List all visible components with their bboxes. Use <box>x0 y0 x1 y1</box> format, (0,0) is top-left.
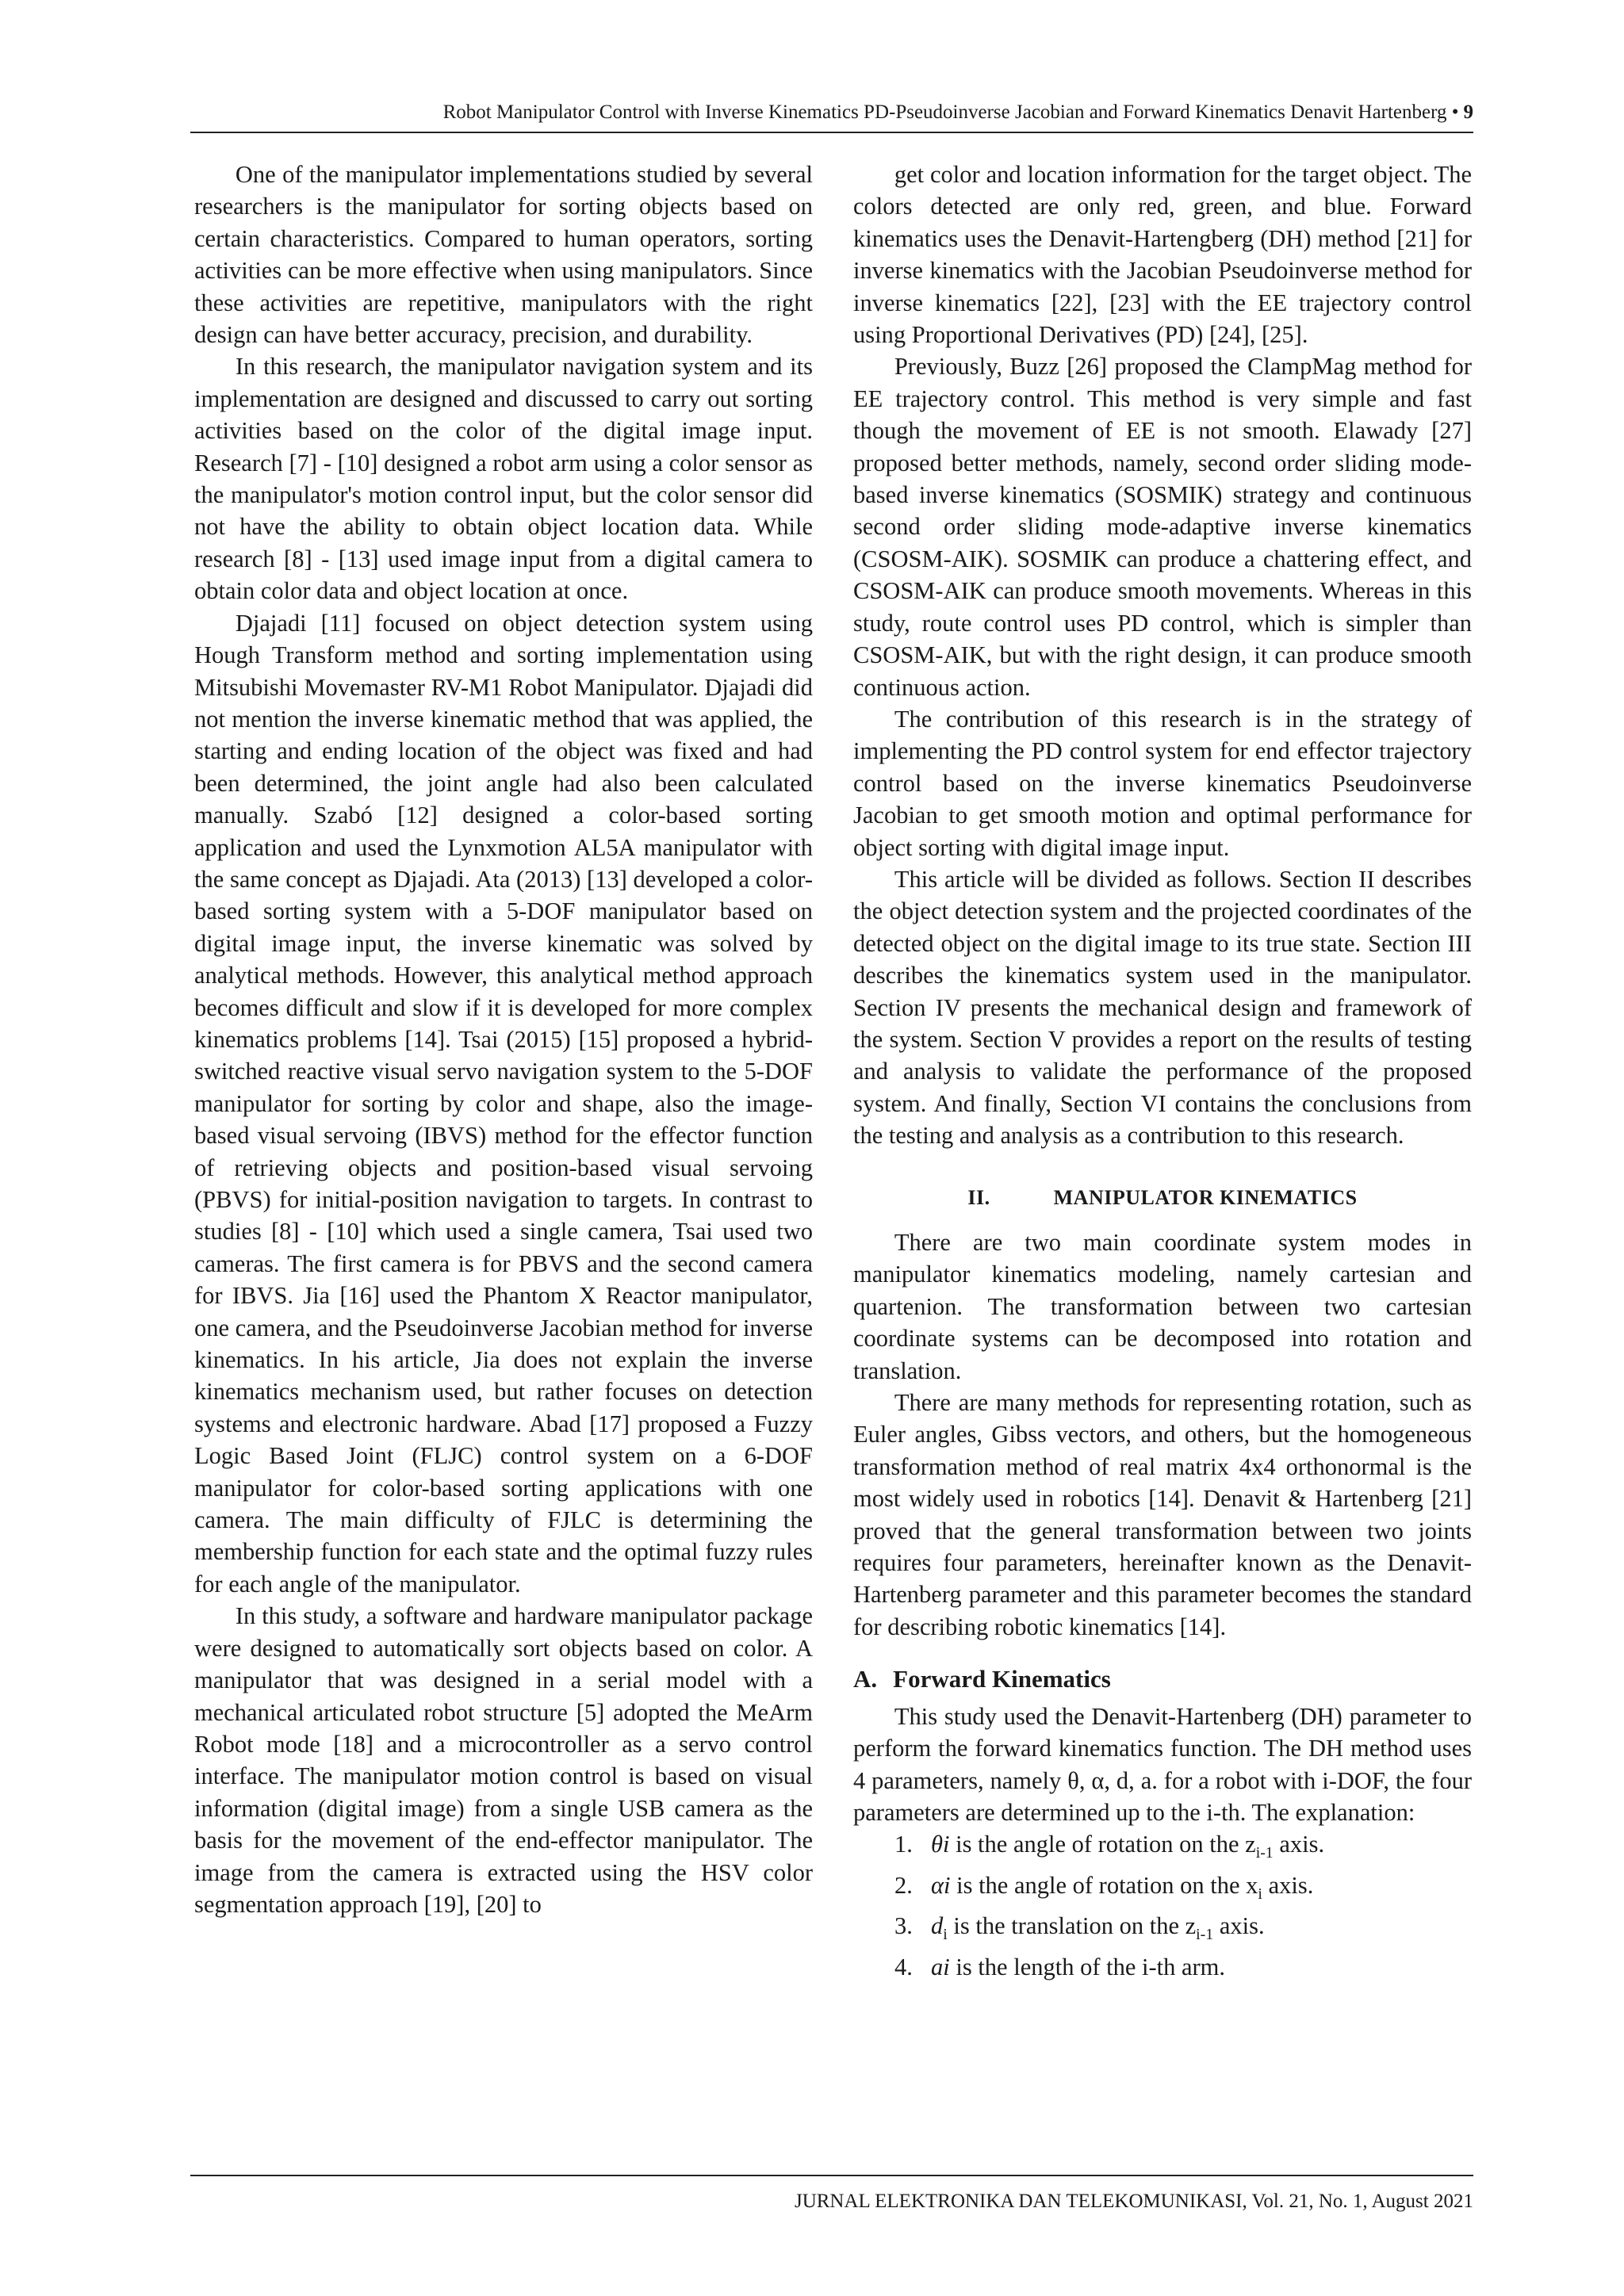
paragraph: Djajadi [11] focused on object detection system using Hough Transform method and sorting implementation using Mitsubishi Movemaster RV-M1 Robot Manipulator. Djajadi did not mention the inverse kinematic method that was applied, the starting and ending location of the object was fixed and had been determined, the joint angle had also been calculated manually. Szabó [12] designed a color-based sorting application and used the Lynxmotion AL5A manipulator with the same concept as Djajadi. Ata (2013) [13] developed a color-based sorting system with a 5-DOF manipulator based on digital image input, the inverse kinematic was solved by analytical methods. However, this analytical method approach becomes difficult and slow if it is developed for more complex kinematics problems [14]. Tsai (2015) [15] proposed a hybrid-switched reactive visual servo navigation system to the 5-DOF manipulator for sorting by color and shape, also the image-based visual servoing (IBVS) method for the effector function of retrieving objects and position-based visual servoing (PBVS) for initial-position navigation to targets. In contrast to studies [8] - [10] which used a single camera, Tsai used two cameras. The first camera is for PBVS and the second camera for IBVS. Jia [16] used the Phantom X Reactor manipulator, one camera, and the Pseudoinverse Jacobian method for inverse kinematics. In his article, Jia does not explain the inverse kinematics mechanism used, but rather focuses on detection systems and electronic hardware. Abad [17] proposed a Fuzzy Logic Based Joint (FLJC) control system on a 6-DOF manipulator for color-based sorting applications with one camera. The main difficulty of FJLC is determining the membership function for each state and the optimal fuzzy rules for each angle of the manipulator. <box>194 609 814 1598</box>
paragraph: The contribution of this research is in the strategy of implementing the PD control system for end effector trajectory control based on the inverse kinematics Pseudoinverse Jacobian to get smooth motion and optimal performance for object sorting with digital image input. <box>853 705 1472 861</box>
journal-footer <box>190 2175 1473 2213</box>
list-number: 3. <box>894 1912 913 1940</box>
paragraph: This study used the Denavit-Hartenberg (DH) parameter to perform the forward kinematics function. The DH method uses 4 parameters, namely θ, α, d, a. for a robot with i-DOF, the four parameters are determined up to the i-th. The explanation: <box>853 1702 1472 1826</box>
page-number: 9 <box>1463 101 1473 123</box>
list-text: axis. <box>1213 1912 1265 1940</box>
list-number: 2. <box>894 1871 913 1899</box>
list-text: axis. <box>1273 1831 1325 1858</box>
right-column <box>853 159 1472 1983</box>
subscript: i <box>1258 1885 1262 1903</box>
parameter-symbol: θi <box>931 1831 950 1858</box>
parameter-symbol: ai <box>931 1953 950 1980</box>
journal-citation: JURNAL ELEKTRONIKA DAN TELEKOMUNIKASI, Vol. 21, No. 1, August 2021 <box>794 2191 1473 2212</box>
parameter-symbol: αi <box>931 1871 951 1899</box>
section-title: MANIPULATOR KINEMATICS <box>1053 1185 1358 1209</box>
section-heading <box>853 1182 1472 1214</box>
left-column <box>194 159 813 1920</box>
paragraph: One of the manipulator implementations studied by several researchers is the manipulator for sorting objects based on certain characteristics. Compared to human operators, sorting activities can be more effective when using manipulators. Since these activities are repetitive, manipulators with the right design can have better accuracy, precision, and durability. <box>194 161 813 349</box>
subscript: i-1 <box>1255 1844 1274 1862</box>
list-number: 1. <box>894 1831 913 1858</box>
list-text: is the angle of rotation on the x <box>950 1871 1258 1899</box>
parameter-symbol: d <box>931 1912 944 1940</box>
section-number: II. <box>967 1185 990 1209</box>
running-header <box>190 94 1473 133</box>
paragraph: This article will be divided as follows. Section II describes the object detection system and the projected coordinates of the detected object on the digital image to its true state. Section III describes the kinematics system used in the manipulator. Section IV presents the mechanical design and framework of the system. Section V provides a report on the results of testing and analysis to validate the performance of the proposed system. And finally, Section VI contains the conclusions from the testing and analysis as a contribution to this research. <box>853 865 1472 1150</box>
list-text: is the translation on the z <box>947 1912 1197 1940</box>
subsection-heading <box>853 1663 1472 1695</box>
paragraph: get color and location information for the target object. The colors detected are only red, green, and blue. Forward kinematics uses the Denavit-Hartengberg (DH) method [21] for inverse kinematics with the Jacobian Pseudoinverse method for inverse kinematics [22], [23] with the EE trajectory control using Proportional Derivatives (PD) [24], [25]. <box>853 161 1472 349</box>
paragraph: In this study, a software and hardware manipulator package were designed to automatically sort objects based on color. A manipulator that was designed in a serial model with a mechanical articulated robot structure [5] adopted the MeArm Robot mode [18] and a microcontroller as a servo control interface. The manipulator motion control is based on visual information (digital image) from a single USB camera as the basis for the movement of the end-effector manipulator. The image from the camera is extracted using the HSV color segmentation approach [19], [20] to <box>194 1602 813 1918</box>
subsection-title: Forward Kinematics <box>893 1665 1111 1693</box>
subsection-label: A. <box>853 1665 878 1693</box>
list-text: axis. <box>1262 1871 1314 1899</box>
list-item <box>894 1869 1472 1911</box>
dh-parameter-list <box>853 1828 1472 1983</box>
subscript: i-1 <box>1196 1926 1214 1944</box>
list-text: is the angle of rotation on the z <box>949 1831 1256 1858</box>
list-item <box>894 1951 1472 1983</box>
list-number: 4. <box>894 1953 913 1980</box>
list-text: is the length of the i-th arm. <box>949 1953 1226 1980</box>
subscript: i <box>943 1926 948 1944</box>
list-item <box>894 1828 1472 1869</box>
paragraph: In this research, the manipulator navigation system and its implementation are designed and discussed to carry out sorting activities based on the color of the digital image input. Research [7] - [10] designed a robot arm using a color sensor as the manipulator's motion control input, but the color sensor did not have the ability to obtain object location data. While research [8] - [13] used image input from a digital camera to obtain color data and object location at once. <box>194 353 813 605</box>
paragraph: There are many methods for representing rotation, such as Euler angles, Gibss vectors, and others, but the homogeneous transformation method of real matrix 4x4 orthonormal is the most widely used in robotics [14]. Denavit & Hartenberg [21] proved that the general transformation between two joints requires four parameters, hereinafter known as the Denavit-Hartenberg parameter and this parameter becomes the standard for describing robotic kinematics [14]. <box>853 1389 1472 1640</box>
running-title: Robot Manipulator Control with Inverse Kinematics PD-Pseudoinverse Jacobian and Forward Kinematics Denavit Hartenberg • <box>442 101 1459 123</box>
paragraph: There are two main coordinate system modes in manipulator kinematics modeling, namely cartesian and quartenion. The transformation between two cartesian coordinate systems can be decomposed into rotation and translation. <box>853 1229 1472 1384</box>
paragraph: Previously, Buzz [26] proposed the ClampMag method for EE trajectory control. This method is very simple and fast though the movement of EE is not smooth. Elawady [27] proposed better methods, namely, second order sliding mode-based inverse kinematics (SOSMIK) strategy and continuous second order sliding mode-adaptive inverse kinematics (CSOSM-AIK). SOSMIK can produce a chattering effect, and CSOSM-AIK can produce smooth movements. Whereas in this study, route control uses PD control, which is simpler than CSOSM-AIK, but with the right design, it can produce smooth continuous action. <box>853 353 1472 701</box>
list-item <box>894 1910 1472 1951</box>
